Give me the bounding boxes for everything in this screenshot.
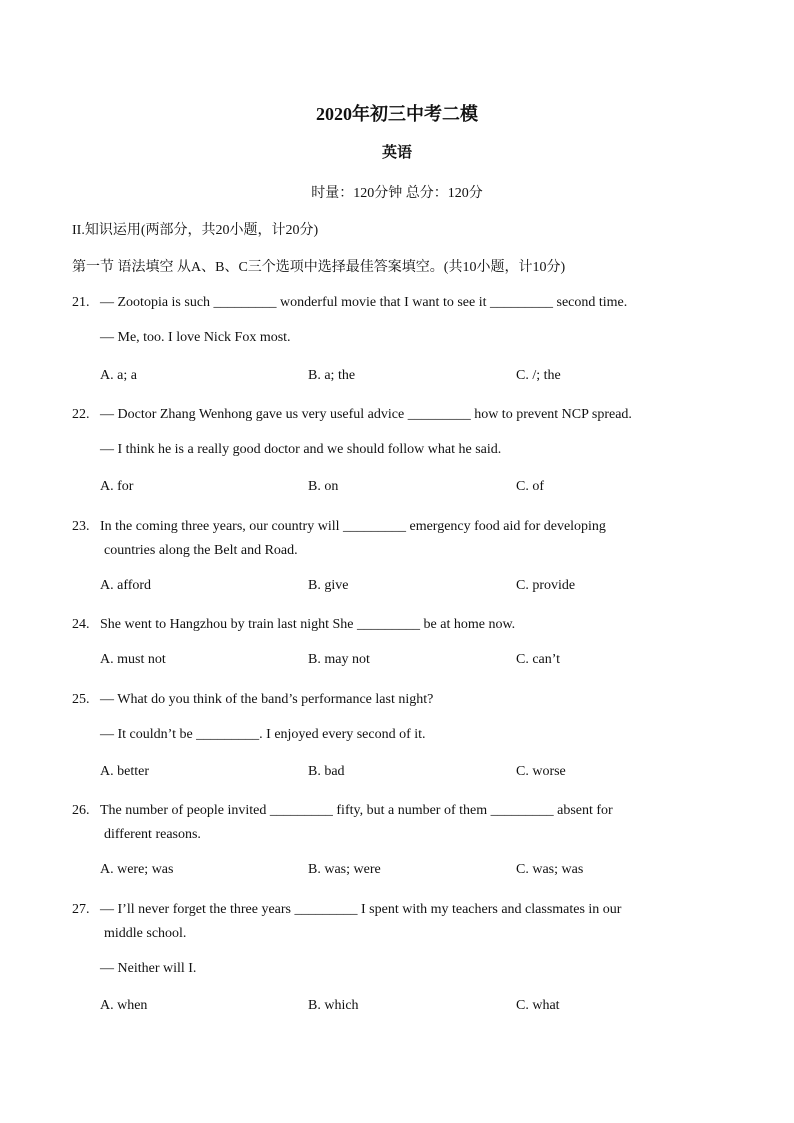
option-c[interactable]: C. provide (516, 578, 576, 593)
question-text: — Doctor Zhang Wenhong gave us very useful advice _________ how to prevent NCP spread. (100, 407, 632, 422)
question-26 (72, 799, 722, 847)
exam-meta: 时量：120分钟 总分：120分 (311, 186, 483, 201)
option-b[interactable]: B. may not (308, 652, 370, 667)
option-c[interactable]: C. can’t (516, 652, 561, 667)
question-number: 22. (72, 407, 90, 422)
question-text: The number of people invited _________ fifty, but a number of them _________ absent for (100, 803, 613, 818)
question-number: 27. (72, 902, 90, 917)
option-a[interactable]: A. must not (100, 652, 166, 667)
question-21 (72, 291, 722, 315)
question-text: She went to Hangzhou by train last night She _________ be at home now. (100, 617, 516, 632)
question-24 (72, 613, 722, 637)
question-number: 26. (72, 803, 90, 818)
option-c[interactable]: C. what (516, 998, 560, 1013)
option-b[interactable]: B. bad (308, 764, 345, 779)
option-a[interactable]: A. better (100, 764, 149, 779)
option-b[interactable]: B. on (308, 479, 339, 494)
question-number: 24. (72, 617, 90, 632)
question-23 (72, 515, 722, 563)
section-instruction: 第一节 语法填空 从A、B、C三个选项中选择最佳答案填空。(共10小题，计10分) (72, 260, 566, 275)
question-text-continued: different reasons. (104, 827, 201, 842)
question-reply: — Neither will I. (100, 961, 197, 976)
question-reply: — It couldn’t be _________. I enjoyed every second of it. (100, 727, 426, 742)
option-c[interactable]: C. was; was (516, 862, 584, 877)
option-a[interactable]: A. a; a (100, 368, 137, 383)
option-b[interactable]: B. a; the (308, 368, 356, 383)
option-a[interactable]: A. when (100, 998, 148, 1013)
question-text-continued: middle school. (104, 926, 187, 941)
question-reply: — Me, too. I love Nick Fox most. (100, 330, 291, 345)
question-text: — What do you think of the band’s performance last night? (100, 692, 434, 707)
question-27 (72, 898, 722, 946)
option-b[interactable]: B. was; were (308, 862, 381, 877)
option-a[interactable]: A. afford (100, 578, 152, 593)
question-22 (72, 403, 722, 427)
exam-subject: 英语 (381, 145, 412, 161)
option-a[interactable]: A. were; was (100, 862, 174, 877)
option-c[interactable]: C. /; the (516, 368, 561, 383)
question-reply: — I think he is a really good doctor and we should follow what he said. (100, 442, 502, 457)
option-b[interactable]: B. which (308, 998, 359, 1013)
question-text-continued: countries along the Belt and Road. (104, 543, 298, 558)
question-25 (72, 688, 722, 712)
option-c[interactable]: C. worse (516, 764, 566, 779)
option-c[interactable]: C. of (516, 479, 544, 494)
question-number: 25. (72, 692, 90, 707)
part-heading: II.知识运用(两部分，共20小题，计20分) (72, 223, 319, 238)
question-text: In the coming three years, our country will _________ emergency food aid for developing (100, 519, 606, 534)
question-number: 21. (72, 295, 90, 310)
question-text: — I’ll never forget the three years _________ I spent with my teachers and classmates in our (100, 902, 622, 917)
question-text: — Zootopia is such _________ wonderful movie that I want to see it _________ second time. (100, 295, 628, 310)
option-b[interactable]: B. give (308, 578, 349, 593)
exam-title: 2020年初三中考二模 (316, 104, 478, 124)
option-a[interactable]: A. for (100, 479, 134, 494)
question-number: 23. (72, 519, 90, 534)
